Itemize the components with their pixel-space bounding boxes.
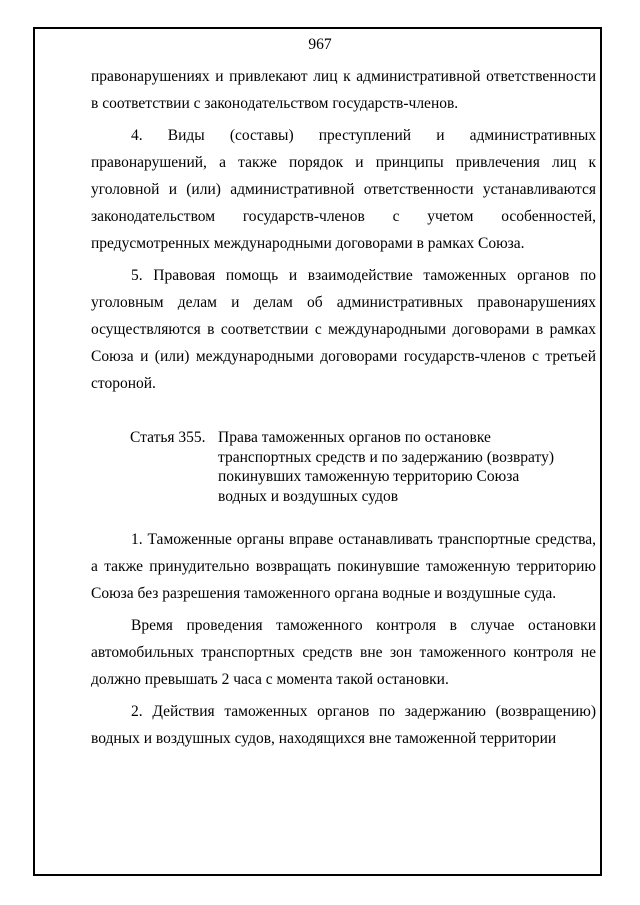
paragraph-continuation: правонарушениях и привлекают лиц к административной ответственности в соответствии с законодательством государств-членов. (91, 68, 596, 112)
paragraph-item-1: 1. Таможенные органы вправе останавливать транспортные средства, а также принудительно возвращать покинувшие таможенную территорию Союза без разрешения таможенного органа водные и воздушные суда. (91, 531, 596, 602)
page-number: 967 (308, 36, 332, 53)
document-body (91, 63, 596, 752)
paragraph-time-limit: Время проведения таможенного контроля в случае остановки автомобильных транспортных средств вне зон таможенного контроля не должно превышать 2 часа с момента такой остановки. (91, 617, 596, 688)
paragraph-item-4: 4. Виды (составы) преступлений и административных правонарушений, а также порядок и принципы привлечения лиц к уголовной и (или) административной ответственности устанавливаются законодательством государств-членов с учетом особенностей, предусмотренных международными договорами в рамках Союза. (91, 127, 596, 252)
paragraph-item-5: 5. Правовая помощь и взаимодействие таможенных органов по уголовным делам и делам об административных правонарушениях осуществляются в соответствии с международными договорами в рамках Союза и (или) международными договорами государств-членов с третьей стороной. (91, 267, 596, 392)
paragraph-item-2: 2. Действия таможенных органов по задержанию (возвращению) водных и воздушных судов, находящихся вне таможенной территории (91, 703, 596, 747)
article-heading (91, 428, 596, 506)
article-number: Статья 355. (130, 429, 206, 446)
article-title: Права таможенных органов по остановке транспортных средств и по задержанию (возврату) покинувших таможенную территорию Союза водных и воздушных судов (218, 429, 555, 505)
